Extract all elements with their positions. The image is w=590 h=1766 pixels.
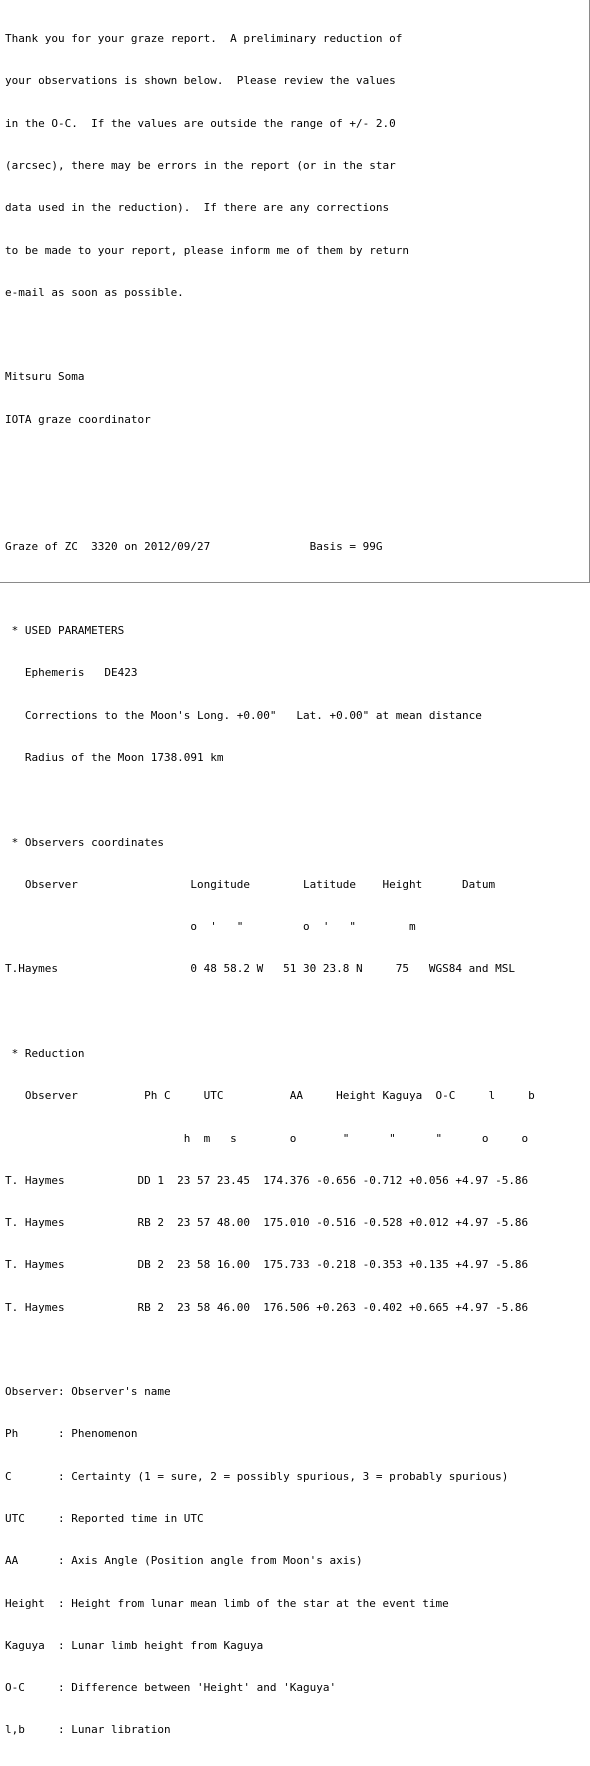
reduction-row: T. Haymes DB 2 23 58 16.00 175.733 -0.218 -0.353 +0.135 +4.97 -5.86 <box>5 1258 529 1272</box>
intro-line: your observations is shown below. Please review the values <box>5 74 396 88</box>
legend-line: Height : Height from lunar mean limb of the star at the event time <box>5 1596 449 1610</box>
blank-line <box>5 793 535 807</box>
reduction-row: T. Haymes RB 2 23 58 46.00 176.506 +0.263 -0.402 +0.665 +4.97 -5.86 <box>5 1300 529 1314</box>
legend-line: Observer: Observer's name <box>5 1385 171 1399</box>
coordinates-header: Observer Longitude Latitude Height Datum <box>5 877 496 891</box>
graze-summary-line: Graze of ZC 3320 on 2012/09/27 Basis = 99G <box>5 539 383 553</box>
moon-radius-line: Radius of the Moon 1738.091 km <box>5 750 224 764</box>
legend-line: UTC : Reported time in UTC <box>5 1512 204 1526</box>
reduction-heading: * Reduction <box>5 1046 85 1060</box>
reduction-units: h m s o " " " o o <box>5 1131 529 1145</box>
graze-report-text <box>5 4 535 1766</box>
intro-line: Thank you for your graze report. A preliminary reduction of <box>5 32 403 46</box>
intro-line: data used in the reduction). If there are any corrections <box>5 201 390 215</box>
intro-line: in the O-C. If the values are outside the range of +/- 2.0 <box>5 116 396 130</box>
blank-line <box>5 328 535 342</box>
intro-line: to be made to your report, please inform me of them by return <box>5 243 409 257</box>
intro-line: (arcsec), there may be errors in the report (or in the star <box>5 159 396 173</box>
blank-line <box>5 1343 535 1357</box>
coordinates-units: o ' " o ' " m <box>5 920 416 934</box>
blank-line <box>5 497 535 511</box>
used-parameters-heading: * USED PARAMETERS <box>5 624 125 638</box>
reduction-row: T. Haymes DD 1 23 57 23.45 174.376 -0.656 -0.712 +0.056 +4.97 -5.86 <box>5 1173 529 1187</box>
legend-line: AA : Axis Angle (Position angle from Moon's axis) <box>5 1554 363 1568</box>
legend-line: O-C : Difference between 'Height' and 'Kaguya' <box>5 1681 337 1695</box>
legend-line: l,b : Lunar libration <box>5 1723 171 1737</box>
blank-line <box>5 582 535 596</box>
observers-coordinates-heading: * Observers coordinates <box>5 835 164 849</box>
blank-line <box>5 1005 535 1019</box>
legend-line: Kaguya : Lunar limb height from Kaguya <box>5 1638 264 1652</box>
reduction-row: T. Haymes RB 2 23 57 48.00 175.010 -0.516 -0.528 +0.012 +4.97 -5.86 <box>5 1216 529 1230</box>
corrections-line: Corrections to the Moon's Long. +0.00" Lat. +0.00" at mean distance <box>5 708 482 722</box>
ephemeris-line: Ephemeris DE423 <box>5 666 138 680</box>
reduction-header: Observer Ph C UTC AA Height Kaguya O-C l b <box>5 1089 535 1103</box>
intro-line: e-mail as soon as possible. <box>5 285 184 299</box>
blank-line <box>5 455 535 469</box>
coordinates-row: T.Haymes 0 48 58.2 W 51 30 23.8 N 75 WGS84 and MSL <box>5 962 515 976</box>
signature-title: IOTA graze coordinator <box>5 412 151 426</box>
legend-line: C : Certainty (1 = sure, 2 = possibly spurious, 3 = probably spurious) <box>5 1469 509 1483</box>
legend-line: Ph : Phenomenon <box>5 1427 138 1441</box>
signature-name: Mitsuru Soma <box>5 370 85 384</box>
